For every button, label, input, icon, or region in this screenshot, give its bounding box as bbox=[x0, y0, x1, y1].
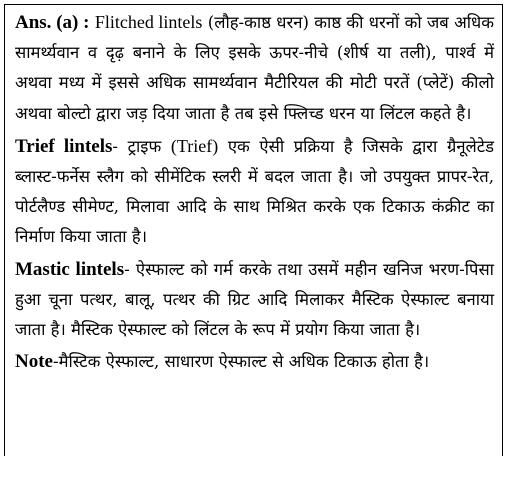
flitched-lintels-description: (लौह-काष्ठ धरन) काष्ठ की धरनों को जब अधिक सामर्थ्यवान व दृढ़ बनाने के लिए इसके ऊपर-नीचे (शीर्ष या तली), पार्श्व में अथवा मध्य में इससे अधिक सामर्थ्यवान मैटीरियल की मोटी परतें (प्लेटें) कीलो अथवा बोल्टो द्वारा जड़ दिया जाता है तब इसे फ्लिच्ड धरन या लिंटल कहते है। bbox=[15, 13, 495, 123]
trief-lintels-paragraph bbox=[15, 131, 494, 253]
answer-box bbox=[4, 4, 503, 456]
trief-lintels-text-part2: एक ऐसी प्रक्रिया है जिसके द्वारा ग्रैनूलेटेड ब्लास्ट-फर्नेस स्लैग को सीमेंटिक स्लरी में बदल जाता है। जो उपयुक्त प्रापर-रेत, पोर्टलैण्ड सीमेण्ट, मिलावा आदि के साथ मिश्रित करके एक टिकाऊ कंक्रीट का निर्माण किया जाता है। bbox=[15, 136, 495, 247]
trief-lintels-label: Trief lintels bbox=[15, 135, 113, 157]
mastic-lintels-paragraph bbox=[15, 255, 494, 346]
mastic-lintels-label: Mastic lintels bbox=[15, 258, 125, 280]
answer-label: Ans. (a) : bbox=[15, 12, 90, 33]
flitched-lintels-paragraph bbox=[15, 7, 494, 129]
trief-english-term: (Trief) bbox=[170, 135, 219, 156]
mastic-lintels-text: - ऐस्फाल्ट को गर्म करके तथा उसमें महीन खनिज भरण-पिसा हुआ चूना पत्थर, बालू, पत्थर की ग्रिट आदि मिलाकर मैस्टिक ऐस्फाल्ट बनाया जाता है। मैस्टिक ऐस्फाल्ट को लिंटल के रूप में प्रयोग किया जाता है। bbox=[15, 259, 494, 340]
note-text: -मैस्टिक ऐस्फाल्ट, साधारण ऐस्फाल्ट से अधिक टिकाऊ होता है। bbox=[52, 352, 430, 372]
trief-lintels-text-part1: - ट्राइफ bbox=[112, 136, 162, 156]
flitched-lintels-term: Flitched lintels bbox=[94, 12, 203, 32]
note-label: Note bbox=[15, 351, 53, 373]
note-paragraph bbox=[15, 347, 494, 377]
